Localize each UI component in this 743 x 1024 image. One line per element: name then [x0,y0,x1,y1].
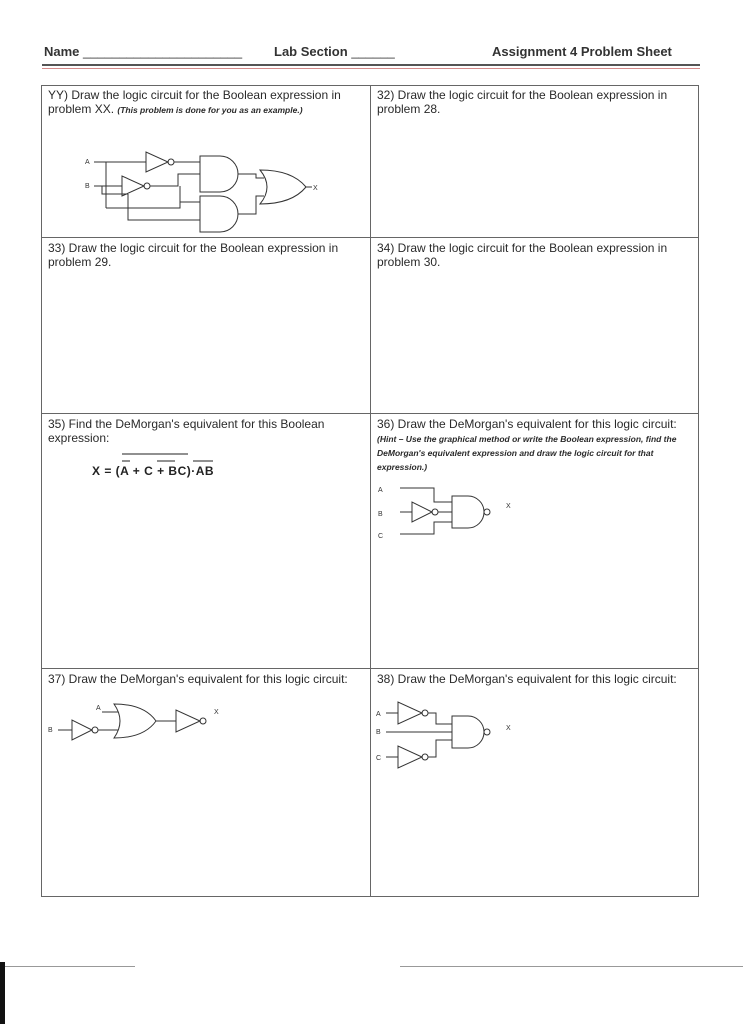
problem-38 [377,672,695,686]
p36-label-a: A [378,487,383,494]
yy-not-b-icon [122,176,144,196]
p36-not-b-icon [412,502,432,522]
lab-section-blank[interactable]: ______ [351,44,395,59]
yy-label-a: A [85,159,90,166]
p38-circuit-diagram [372,696,532,776]
grid-divider-row2 [41,413,699,414]
problem-yy-hint: (This problem is done for you as an example.) [117,105,303,115]
scan-artifact-right [400,966,743,967]
p37-not-b-icon [72,720,92,740]
p37-label-b: B [48,727,53,734]
lab-section-text: Lab Section [274,44,348,59]
problem-33-text: 33) Draw the logic circuit for the Boolean expression in problem 29. [48,241,339,269]
grid-divider-row3 [41,668,699,669]
p38-label-b: B [376,729,381,736]
problem-35-overbars [92,452,232,466]
p36-label-c: C [378,533,384,540]
page-title: Assignment 4 Problem Sheet [492,44,672,59]
p36-label-b: B [378,511,383,518]
name-label-text: Name [44,44,80,59]
p38-label-a: A [376,711,381,718]
yy-circuit-diagram [80,148,320,238]
problem-35-text: 35) Find the DeMorgan's equivalent for this Boolean expression: [48,417,325,445]
p37-label-x: X [214,709,219,716]
scan-artifact-left [0,966,135,967]
problem-36-hint: (Hint – Use the graphical method or write the Boolean expression, find the DeMorgan's equivalent expression and draw the logic circuit for that expression.) [377,434,677,472]
p36-label-x: X [506,503,511,510]
problem-35-expression: X = (A + C + BC)·AB [92,464,215,478]
yy-not-a-icon [146,152,168,172]
yy-or-gate-icon [260,170,306,204]
header-rule-accent [42,68,700,69]
p38-label-x: X [506,725,511,732]
p38-nand-gate-icon [452,716,484,748]
p36-circuit-diagram [372,480,542,550]
p37-label-a: A [96,705,101,712]
scan-edge-bar [0,962,5,1024]
name-label [44,44,242,59]
header-rule [42,64,700,66]
yy-label-x: X [313,185,318,192]
problem-34 [377,241,695,269]
p37-circuit-diagram [44,700,244,748]
problem-yy [48,88,366,116]
p38-not-a-icon [398,702,422,724]
problem-35 [48,417,366,445]
yy-and-2-icon [200,196,238,232]
problem-32-text: 32) Draw the logic circuit for the Boolean expression in problem 28. [377,88,668,116]
p38-label-c: C [376,755,382,762]
p37-or-gate-icon [114,704,156,738]
name-blank[interactable]: ______________________ [83,44,243,59]
p38-not-c-icon [398,746,422,768]
lab-section-label [274,44,395,59]
problem-33 [48,241,366,269]
problem-37-text: 37) Draw the DeMorgan's equivalent for this logic circuit: [48,672,348,686]
yy-and-1-icon [200,156,238,192]
problem-32 [377,88,695,116]
p37-not-out-icon [176,710,200,732]
problem-36 [377,417,695,473]
p36-nand-gate-icon [452,496,484,528]
problem-37 [48,672,366,686]
problem-34-text: 34) Draw the logic circuit for the Boolean expression in problem 30. [377,241,668,269]
yy-label-b: B [85,183,90,190]
problem-38-text: 38) Draw the DeMorgan's equivalent for this logic circuit: [377,672,677,686]
problem-yy-text: YY) Draw the logic circuit for the Boolean expression in problem XX. [48,88,341,116]
problem-36-text: 36) Draw the DeMorgan's equivalent for this logic circuit: [377,417,677,431]
grid-divider-vertical [370,85,371,897]
